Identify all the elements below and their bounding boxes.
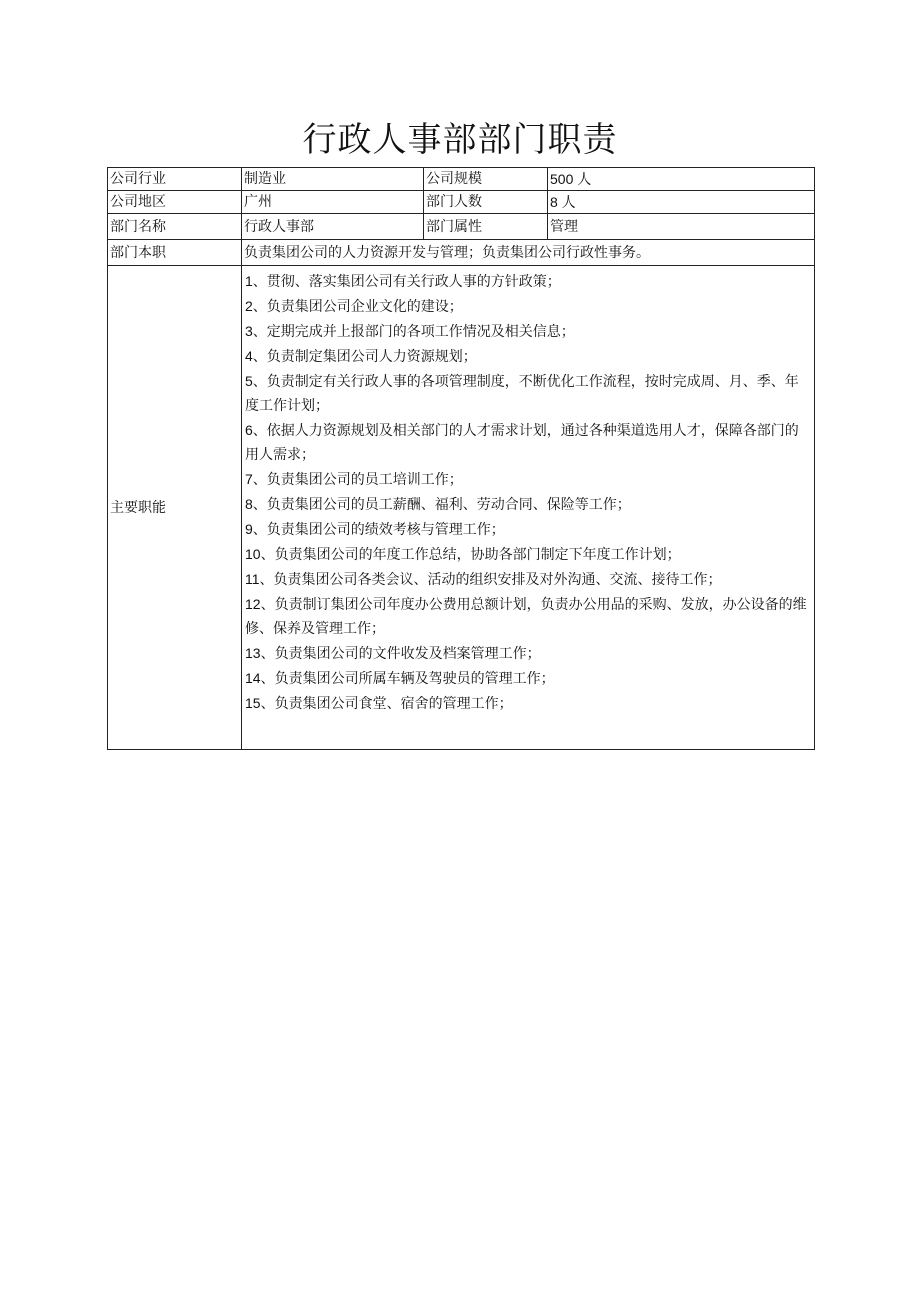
row-functions — [108, 266, 815, 750]
function-item-number: 8、 — [245, 496, 267, 512]
function-item-number: 5、 — [245, 373, 267, 389]
function-item-text: 负责集团公司食堂、宿舍的管理工作； — [274, 696, 513, 712]
function-item-number: 1、 — [245, 273, 267, 289]
department-info-table — [107, 167, 815, 750]
function-item-number: 12、 — [245, 596, 275, 612]
functions-cell — [242, 266, 815, 750]
industry-value: 制造业 — [242, 168, 424, 191]
function-item-text: 负责集团公司的年度工作总结，协助各部门制定下年度工作计划； — [274, 547, 681, 563]
core-duty-value: 负责集团公司的人力资源开发与管理；负责集团公司行政性事务。 — [242, 240, 815, 266]
function-item-number: 11、 — [245, 571, 274, 587]
row-dept-name — [108, 214, 815, 240]
dept-name-value: 行政人事部 — [242, 214, 424, 240]
region-value: 广州 — [242, 191, 424, 214]
function-item-text: 负责制定有关行政人事的各项管理制度，不断优化工作流程，按时完成周、月、季、年度工作计划； — [245, 374, 799, 414]
function-item — [245, 666, 808, 691]
headcount-value: 8 人 — [548, 191, 815, 214]
function-item-text: 负责集团公司的员工薪酬、福利、劳动合同、保险等工作； — [266, 497, 631, 513]
function-item-number: 13、 — [245, 645, 275, 661]
function-item-text: 负责集团公司的绩效考核与管理工作； — [266, 522, 505, 538]
function-item-number: 6、 — [245, 422, 267, 438]
function-item-number: 4、 — [245, 348, 267, 364]
function-item-text: 负责集团公司各类会议、活动的组织安排及对外沟通、交流、接待工作； — [273, 572, 722, 588]
functions-label-text: 主要职能 — [110, 499, 166, 516]
function-item — [245, 641, 808, 666]
function-item — [245, 691, 808, 716]
function-item — [245, 467, 808, 492]
function-item-text: 负责集团公司企业文化的建设； — [266, 299, 463, 315]
function-item — [245, 542, 808, 567]
industry-label: 公司行业 — [108, 168, 242, 191]
function-item-number: 9、 — [245, 521, 267, 537]
function-item — [245, 369, 808, 418]
function-item — [245, 344, 808, 369]
function-item — [245, 567, 808, 592]
functions-list — [245, 269, 808, 716]
function-item-text: 负责集团公司的员工培训工作； — [266, 472, 463, 488]
row-core-duty — [108, 240, 815, 266]
function-item-number: 14、 — [245, 670, 275, 686]
core-duty-label: 部门本职 — [108, 240, 242, 266]
function-item — [245, 294, 808, 319]
dept-type-label: 部门属性 — [424, 214, 548, 240]
row-region — [108, 191, 815, 214]
function-item — [245, 269, 808, 294]
function-item — [245, 517, 808, 542]
function-item — [245, 418, 808, 467]
scale-label: 公司规模 — [424, 168, 548, 191]
headcount-label: 部门人数 — [424, 191, 548, 214]
function-item-number: 7、 — [245, 471, 267, 487]
page-title: 行政人事部部门职责 — [302, 120, 618, 160]
function-item-text: 贯彻、落实集团公司有关行政人事的方针政策； — [266, 274, 561, 290]
row-industry — [108, 168, 815, 191]
function-item-text: 负责制订集团公司年度办公费用总额计划，负责办公用品的采购、发放，办公设备的维修、保养及管理工作； — [245, 597, 807, 637]
function-item-number: 15、 — [245, 695, 275, 711]
function-item-text: 负责制定集团公司人力资源规划； — [266, 349, 477, 365]
function-item — [245, 319, 808, 344]
function-item-number: 10、 — [245, 546, 275, 562]
function-item-text: 依据人力资源规划及相关部门的人才需求计划，通过各种渠道选用人才，保障各部门的用人需求； — [245, 423, 799, 463]
function-item-text: 负责集团公司的文件收发及档案管理工作； — [274, 646, 541, 662]
function-item — [245, 592, 808, 641]
function-item — [245, 492, 808, 517]
dept-type-value: 管理 — [548, 214, 815, 240]
function-item-number: 2、 — [245, 298, 267, 314]
scale-value: 500 人 — [548, 168, 815, 191]
function-item-text: 负责集团公司所属车辆及驾驶员的管理工作； — [274, 671, 555, 687]
dept-name-label: 部门名称 — [108, 214, 242, 240]
functions-list-container — [244, 266, 812, 749]
region-label: 公司地区 — [108, 191, 242, 214]
function-item-text: 定期完成并上报部门的各项工作情况及相关信息； — [266, 324, 575, 340]
functions-label — [108, 266, 242, 750]
function-item-number: 3、 — [245, 323, 267, 339]
